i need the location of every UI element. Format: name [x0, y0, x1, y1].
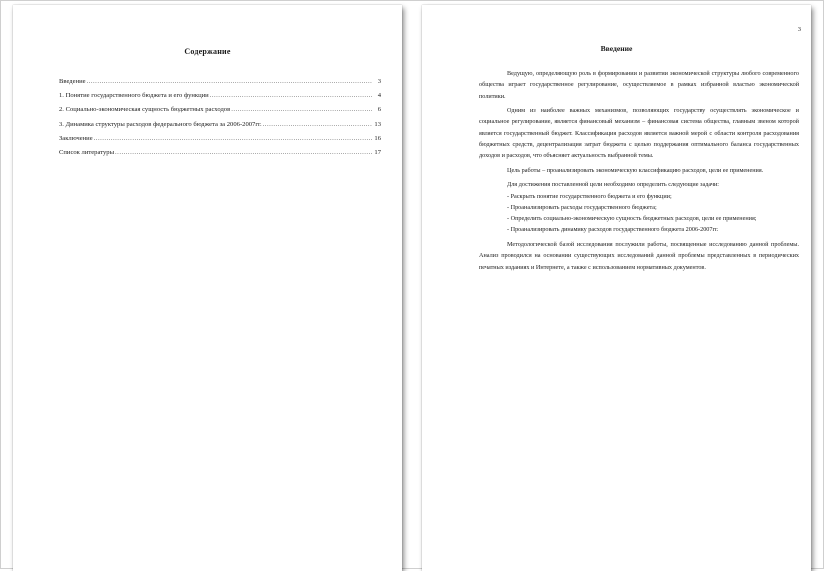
toc-entry-page: 6	[377, 106, 381, 114]
introduction-body	[479, 68, 799, 276]
toc-entry-page: 3	[377, 78, 381, 85]
toc-dot-leader	[94, 132, 372, 146]
paragraph: Одним из наиболее важных механизмов, позволяющих государству осуществлять экономическое и социальное регулирование, является финансовый механизм – финансовая система общества, главным звеном которой является государственный бюджет. Классификация расходов является важной мерой с области контроля расходования бюджетных средств, децентрализация затрат бюджета с целью поддержания оптимального баланса государственных доходов и расходов, что объясняет актуальность выбранной темы.	[479, 107, 799, 160]
toc-entry-text: Введение	[59, 78, 86, 85]
paragraph: Ведущую, определяющую роль в формировании и развитии экономической структуры любого современного общества играет государственное регулирование, осуществляемое в рамках избранной властью экономической политики.	[479, 70, 799, 100]
task-list-item: - Раскрыть понятие государственного бюджета и его функции;	[507, 192, 672, 200]
paragraph: Методологической базой исследования послужили работы, посвященные исследованию данной проблемы. Анализ проводился на основании существующих исследований данной проблемы представленных в периодических печатных изданиях и Интернете, а также с использованием нормативных документов.	[479, 240, 799, 271]
toc-entry-page: 13	[374, 120, 381, 128]
toc-dot-leader	[231, 103, 372, 117]
toc-title: Содержание	[184, 47, 231, 56]
toc-entry-page: 16	[374, 134, 381, 142]
paragraph: Цель работы – проанализировать экономическую классификацию расходов, цели ее применения.	[507, 166, 764, 174]
page-number: 3	[797, 26, 801, 33]
toc-entry-text: Заключение	[59, 134, 93, 142]
toc-entry-chapter-3	[59, 118, 381, 132]
section-title: Введение	[600, 44, 633, 53]
document-page-introduction	[422, 5, 811, 571]
toc-dot-leader	[263, 118, 372, 132]
toc-entry-text: 1. Понятие государственного бюджета и его функции	[59, 92, 209, 100]
toc-entry-page: 17	[374, 149, 381, 157]
toc-entry-conclusion	[59, 132, 381, 146]
toc-entry-text: 2. Социально-экономическая сущность бюджетных расходов	[59, 106, 231, 114]
toc-entry-references	[59, 146, 381, 160]
task-list-item: - Определить социально-экономическую сущность бюджетных расходов, цели ее применения;	[507, 215, 757, 223]
toc-entry-text: Список литературы	[59, 149, 115, 157]
task-list-item: - Проанализировать динамику расходов государственного бюджета 2006-2007гг.	[507, 226, 719, 234]
toc-entry-chapter-2	[59, 103, 381, 117]
toc-entry-text: 3. Динамика структуры расходов федерального бюджета за 2006-2007гг.	[59, 120, 262, 128]
toc-entry-page: 4	[377, 92, 381, 100]
paragraph: Для достижения поставленной цели необходимо определить следующие задачи:	[507, 181, 719, 189]
document-page-contents	[13, 5, 402, 571]
toc-entry-chapter-1	[59, 89, 381, 103]
toc-entry-introduction	[59, 75, 381, 89]
toc-dot-leader	[210, 89, 372, 103]
toc-dot-leader	[87, 75, 372, 89]
table-of-contents	[59, 75, 381, 160]
toc-dot-leader	[115, 146, 372, 160]
task-list-item: - Проанализировать расходы государственного бюджета;	[507, 203, 657, 211]
